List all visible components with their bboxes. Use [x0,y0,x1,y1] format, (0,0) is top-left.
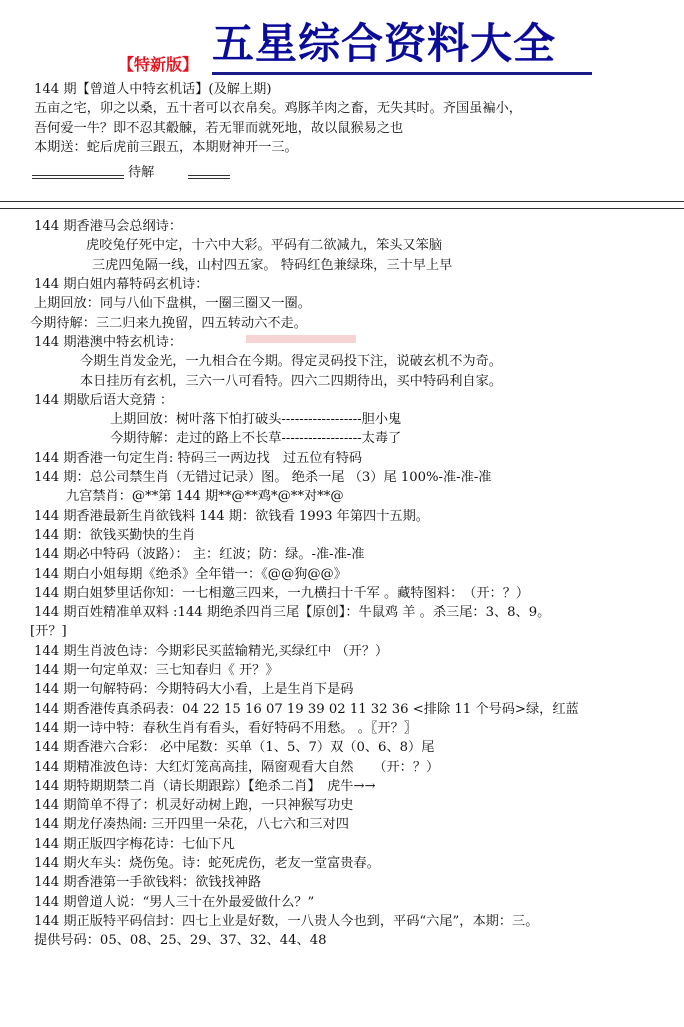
header [0,8,684,80]
content-line: 144 期歇后语大竞猜 ： [34,392,174,408]
content-line: 144 期百姓精准单双料 :144 期绝杀四肖三尾【原创】：牛鼠鸡 羊 。杀三尾：3、8、9。 [34,605,551,621]
title-underline [212,72,592,75]
content-line: 144 期香港第一手欲钱料：欲钱找神路 [34,875,262,891]
content-lines [30,217,670,950]
content-line: 144 期必中特码（波路）： 主：红波；防：绿。-准-准-准 [34,547,365,563]
separator-bar [188,175,230,179]
content-line: 144 期一诗中特：春秋生肖有看头，看好特码不用愁。 。〖开？〗 [34,720,418,736]
content-line: 144 期一句解特码：今期特码大小看，上是生肖下是码 [34,682,354,698]
content-line: 144 期火车头：烧伤兔。诗：蛇死虎伤，老友一堂富贵春。 [34,855,380,871]
content-line: 144 期精准波色诗：大红灯笼高高挂，隔窗观看大自然 （开：？） [34,759,440,775]
content-line: 144 期一句定单双：三七知春归《 开？》 [34,663,279,679]
content-line: 提供号码：05、08、25、29、37、32、44、48 [34,933,327,949]
intro-line: 本期送：蛇后虎前三跟五，本期财神开一三。 [34,139,298,155]
separator-label: 待解 [128,165,155,181]
edition-badge: 【特新版】 [118,55,199,74]
content-line: 144 期香港一句定生肖: 特码三一两边找 过五位有特码 [34,450,363,466]
content-line: 本日挂历有玄机，三六一八可看特。四六二四期待出，买中特码利自家。 [80,373,502,389]
content-line: 144 期龙仔凑热闹: 三开四里一朵花，八七六和三对四 [34,817,349,833]
separator-bar [32,175,124,179]
double-rule-divider [0,201,684,209]
content-line: 144 期香港六合彩： 必中尾数：买单（1、5、7）双（0、6、8）尾 [34,740,435,756]
intro-line: 吾何爱一牛？即不忍其觳觫，若无罪而就死地，故以鼠猴易之也 [34,120,404,136]
content-line: 上期回放：同与八仙下盘棋，一圈三圈又一圈。 [34,296,311,312]
content-line: 今期生肖发金光，一九相合在今期。得定灵码投下注，说破玄机不为奇。 [80,354,502,370]
content-line: 144 期香港最新生肖欲钱料 144 期：欲钱看 1993 年第四十五期。 [34,508,429,524]
content-line: 144 期香港马会总纲诗： [34,219,183,235]
content-line: 144 期：欲钱买勤快的生肖 [34,527,196,543]
content-line: 144 期简单不得了：机灵好动树上跑，一只神猴写功史 [34,798,354,814]
content-line: 144 期生肖波色诗：今期彩民买蓝输精光,买绿红中 （开？） [34,643,389,659]
content-line: 144 期特期期禁二肖（请长期跟踪）【绝杀二肖】 虎牛→→ [34,778,376,794]
content-line: 九宫禁肖：@**第 144 期**@**鸡*@**对**@ [66,489,344,505]
intro-line: 五亩之宅，卯之以桑，五十者可以衣帛矣。鸡豚羊肉之畜，无失其时。齐国虽褊小， [34,101,522,117]
content-line: 144 期正版特平码信封：四七上业是好数，一八贵人今也到，平码“六尾”，本期：三。 [34,913,539,929]
document-body [30,80,670,950]
content-line: 144 期港澳中特玄机诗： [34,334,183,350]
intro-line: 144 期【曾道人中特玄机话】(及解上期) [34,82,272,97]
content-line: 今期待解：三二归来九挽留，四五转动六不走。 [30,315,307,331]
page-title: 五星综合资料大全 [212,19,557,68]
content-line: 144 期白姐内幕特码玄机诗： [34,277,209,293]
content-line: 144 期曾道人说：“男人三十在外最爱做什么？” [34,894,315,910]
content-line: 三虎四兔隔一线，山村四五家。 特码红色兼绿珠，三十早上早 [92,257,453,273]
pending-separator [30,157,670,195]
content-line: 144 期正版四字梅花诗：七仙下凡 [34,836,235,852]
content-line: 上期回放：树叶落下怕打破头------------------胆小鬼 [110,412,402,428]
content-line: 144 期白小姐每期《绝杀》全年错一：《@@狗@@》 [34,566,347,582]
content-line: 今期待解：走过的路上不长草------------------太毒了 [110,431,402,447]
content-line: 144 期：总公司禁生肖（无错过记录）图。 绝杀一尾 （3）尾 100%-准-准-准 [34,470,492,486]
content-line: 144 期香港传真杀码表：04 22 15 16 07 19 39 02 11 32 36 <排除 11 个号码>绿，红蓝 [34,701,579,717]
content-line: 虎咬兔仔死中定，十六中大彩。平码有二欲减九，笨头又笨脑 [86,238,443,254]
content-line: [开？] [30,624,67,640]
content-line: 144 期白姐梦里话你知：一七相邀三四来，一九横扫十千军 。藏特图料： （开：？） [34,585,530,601]
